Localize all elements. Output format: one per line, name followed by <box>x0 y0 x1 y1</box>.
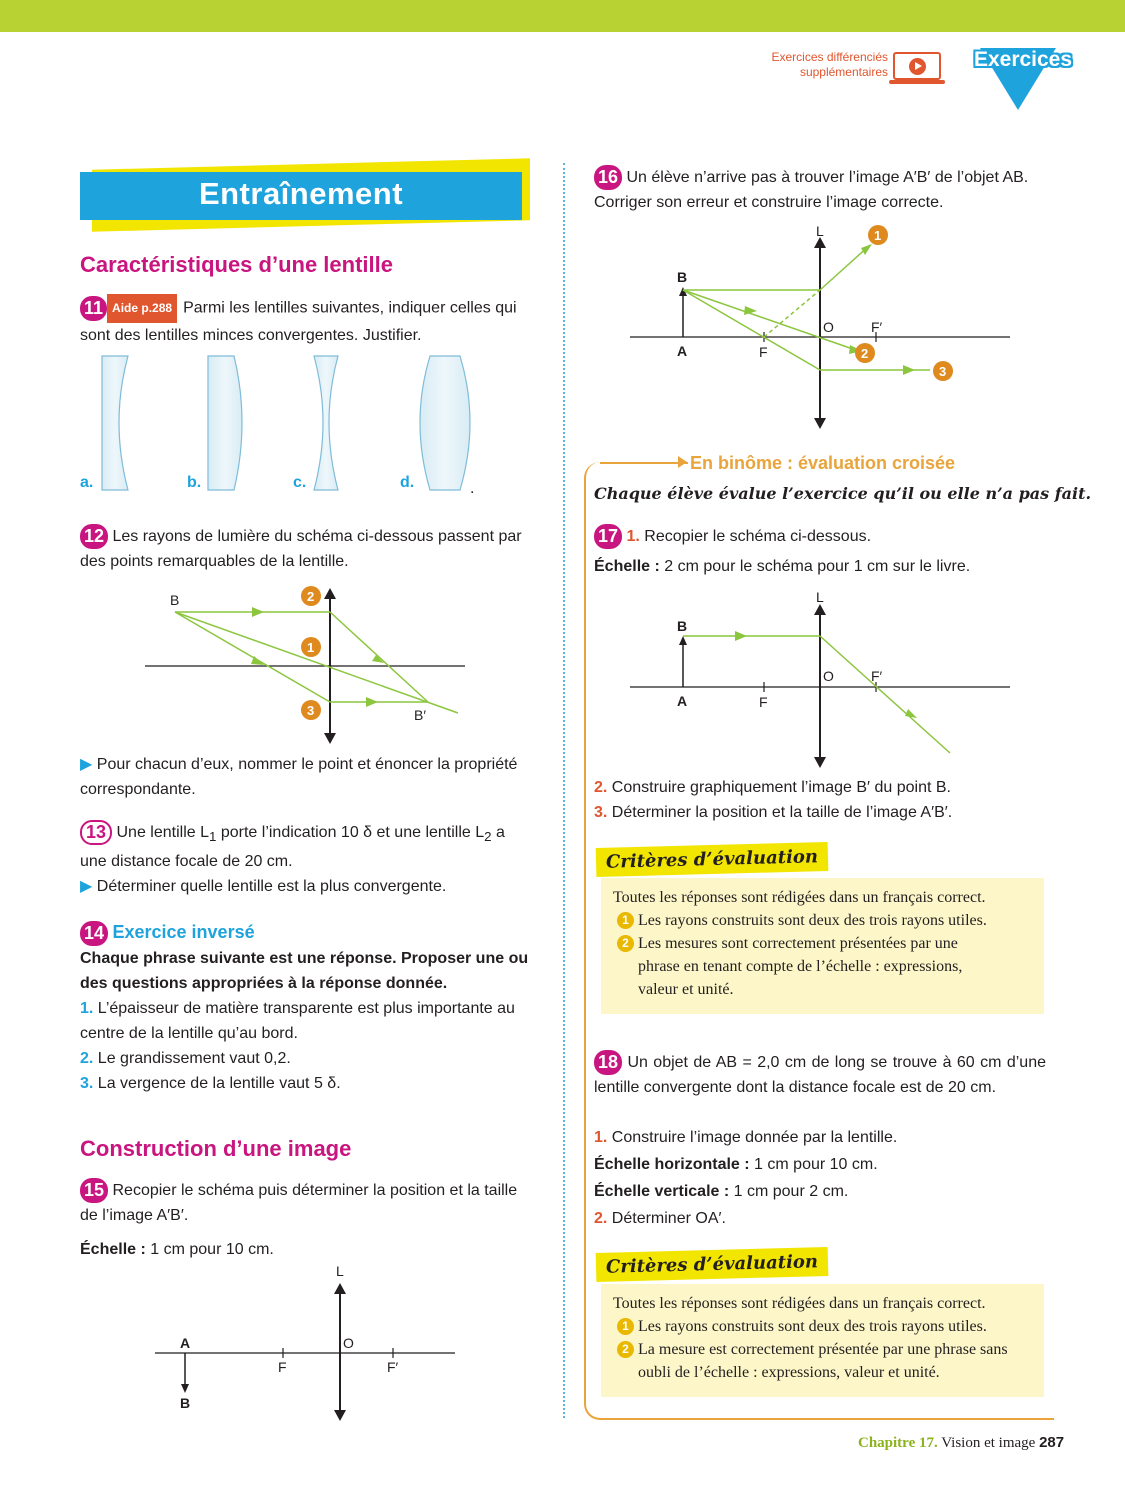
lens-label-a: a. <box>80 474 94 491</box>
criteria-1-num-2: 2 <box>617 935 634 952</box>
ex18-q2-text: Déterminer OA′. <box>611 1210 726 1227</box>
lens-b <box>208 356 242 490</box>
footer-title: Vision et image <box>941 1435 1036 1451</box>
criteria-1-box <box>601 878 1044 1014</box>
page-footer <box>858 1434 1064 1452</box>
video-screen-icon[interactable] <box>893 52 941 80</box>
criteria-1-num-1: 1 <box>617 912 634 929</box>
exercise-number-15: 15 <box>80 1178 108 1203</box>
exercise-15-text: Recopier le schéma puis déterminer la position et la taille de l’image A′B′. <box>80 1182 518 1225</box>
lens-shapes <box>80 350 550 500</box>
d15-label-a: A <box>180 1335 191 1351</box>
d15-label-fprime: F′ <box>387 1359 399 1375</box>
exercise-16-text: Un élève n’arrive pas à trouver l’image A′B′ de l’objet AB. Corriger son erreur et construire l’image correcte. <box>594 169 1029 212</box>
d17-label-fprime: F′ <box>871 668 883 684</box>
exercise-14-intro: Chaque phrase suivante est une réponse. Proposer une ou des questions appropriées à la réponse donnée. <box>80 950 529 993</box>
ex14-item3-text: La vergence de la lentille vaut 5 δ. <box>97 1075 341 1093</box>
ex18-q2-num: 2. <box>594 1210 608 1227</box>
d16-label-a: A <box>677 343 688 359</box>
criteria-2-num-2: 2 <box>617 1341 634 1358</box>
lens-label-b: b. <box>187 474 202 491</box>
diagram-12-label-bprime: B′ <box>414 707 426 723</box>
binome-arrow-line <box>600 462 688 464</box>
d17-label-a: A <box>677 693 688 709</box>
ex17-q2-text: Construire graphiquement l’image B′ du point B. <box>611 779 951 796</box>
exercise-12-instruction-text: Pour chacun d’eux, nommer le point et énoncer la propriété correspondante. <box>80 756 518 798</box>
d15-label-l: L <box>336 1263 344 1279</box>
criteria-2-text-1: Les rayons construits sont deux des trois rayons utiles. <box>638 1318 987 1335</box>
ex13-text-c: a une distance focale de 20 cm. <box>80 824 505 871</box>
criteria-1-title: Critères d’évaluation <box>596 842 829 877</box>
ex14-item1-text: L’épaisseur de matière transparente est plus importante au centre de la lentille qu’au bord. <box>80 1000 515 1043</box>
criteria-2-title: Critères d’évaluation <box>596 1247 829 1282</box>
criteria-2-text-2: La mesure est correctement présentée par une phrase sans oubli de l’échelle : expressions, valeur et unité. <box>638 1341 1008 1381</box>
lens-label-c: c. <box>293 474 307 491</box>
exercise-number-11: 11 <box>80 296 107 321</box>
ex17-scale-label: Échelle : <box>594 558 660 575</box>
ex18-q1-num: 1. <box>594 1129 608 1146</box>
d17-label-l: L <box>816 589 824 605</box>
exercise-15 <box>80 1178 532 1228</box>
exercise-number-18: 18 <box>594 1050 622 1075</box>
lens-c <box>314 356 338 490</box>
criteria-1-item-1 <box>613 909 1032 932</box>
exercise-number-12: 12 <box>80 524 108 549</box>
exercise-15-scale <box>80 1237 274 1262</box>
diagram-12-label-b: B <box>170 592 180 608</box>
ex13-text-a: Une lentille L <box>116 824 209 841</box>
exercise-12-instruction: ▶ Pour chacun d’eux, nommer le point et énoncer la propriété correspondante. <box>80 756 518 798</box>
exercise-12-text: Les rayons de lumière du schéma ci-dessous passent par des points remarquables de la lentille. <box>80 528 522 571</box>
criteria-1-item-2 <box>613 932 1032 1001</box>
top-color-bar <box>0 0 1125 32</box>
diagram-12-num-2: 2 <box>307 589 315 604</box>
binome-subtitle: Chaque élève évalue l’exercice qu’il ou elle n’a pas fait. <box>594 484 1092 503</box>
d16-label-o: O <box>823 319 834 335</box>
ex14-item2-num: 2. <box>80 1050 94 1068</box>
d16-label-fprime: F′ <box>871 319 883 335</box>
d15-label-b: B <box>180 1395 191 1411</box>
exercise-17-scale <box>594 554 970 579</box>
exercise-number-17: 17 <box>594 524 622 549</box>
binome-title: En binôme : évaluation croisée <box>690 453 956 473</box>
ex13-instruction: Déterminer quelle lentille est la plus convergente. <box>96 878 447 896</box>
ex13-sub-1: 1 <box>208 829 217 845</box>
exercise-18-questions <box>594 1124 1046 1232</box>
criteria-2-intro: Toutes les réponses sont rédigées dans un français correct. <box>613 1295 986 1312</box>
d16-label-f: F <box>759 344 768 360</box>
d16-num-3: 3 <box>939 364 947 379</box>
criteria-2-item-1 <box>613 1315 1032 1338</box>
ex15-scale-value: 1 cm pour 10 cm. <box>150 1241 274 1258</box>
criteria-2-item-2 <box>613 1338 1032 1384</box>
ex13-sub-2: 2 <box>484 829 492 845</box>
d17-label-f: F <box>759 694 768 710</box>
diagram-17 <box>625 585 1025 775</box>
ex14-item1-num: 1. <box>80 1000 94 1018</box>
binome-arrow-icon <box>678 456 687 468</box>
criteria-1-text-2: Les mesures sont correctement présentées par une phrase en tenant compte de l’échelle : expressions, valeur et unité. <box>638 935 963 998</box>
exercise-number-16: 16 <box>594 165 622 190</box>
ex17-q3-num: 3. <box>594 804 608 821</box>
banner-title: Entraînement <box>198 176 404 211</box>
ex13-text-b: porte l’indication 10 δ et une lentille L <box>216 824 485 841</box>
exercise-number-14: 14 <box>80 921 108 946</box>
criteria-2-box <box>601 1284 1044 1397</box>
ex17-q3-text: Déterminer la position et la taille de l’image A′B′. <box>611 804 953 821</box>
diagram-12-num-3: 3 <box>307 703 315 718</box>
help-link[interactable]: Aide p.288 <box>107 294 177 323</box>
d16-num-1: 1 <box>874 228 882 243</box>
diagram-12-num-1: 1 <box>307 640 315 655</box>
criteria-1-intro: Toutes les réponses sont rédigées dans un français correct. <box>613 889 986 906</box>
d15-label-f: F <box>278 1359 287 1375</box>
d16-label-b: B <box>677 269 688 285</box>
diagram-12 <box>140 585 480 750</box>
lens-trailing-dot: . <box>470 480 475 497</box>
lens-a <box>102 356 128 490</box>
exercise-18-text: Un objet de AB = 2,0 cm de long se trouve à 60 cm d’une lentille convergente dont la distance focale est de 20 cm. <box>594 1054 1046 1097</box>
column-divider <box>563 163 565 1418</box>
ex18-q1-text: Construire l’image donnée par la lentille. <box>611 1129 898 1146</box>
extra-exercises-label[interactable]: Exercices différenciés supplémentaires <box>771 50 888 79</box>
ex18-vscale-label: Échelle verticale : <box>594 1183 730 1200</box>
exercise-18 <box>594 1050 1046 1100</box>
section-title-construction: Construction d’une image <box>80 1136 352 1161</box>
exercise-12 <box>80 524 532 574</box>
ex15-scale-label: Échelle : <box>80 1241 146 1258</box>
d17-label-b: B <box>677 618 688 634</box>
ex14-item2-text: Le grandissement vaut 0,2. <box>97 1050 291 1068</box>
ex18-vscale-value: 1 cm pour 2 cm. <box>733 1183 849 1200</box>
exercise-number-13: 13 <box>80 820 112 845</box>
lens-d <box>420 356 470 490</box>
diagram-15 <box>150 1262 470 1427</box>
exercises-tab-label: Exercices <box>973 48 1073 71</box>
page-number: 287 <box>1039 1434 1065 1451</box>
exercise-14 <box>80 920 532 1096</box>
criteria-1-text-1: Les rayons construits sont deux des trois rayons utiles. <box>638 912 987 929</box>
exercise-11 <box>80 294 532 348</box>
ex14-item3-num: 3. <box>80 1075 94 1093</box>
ex17-q1-num: 1. <box>626 528 640 545</box>
ex17-scale-value: 2 cm pour le schéma pour 1 cm sur le livre. <box>664 558 971 575</box>
exercise-17 <box>594 524 1046 549</box>
exercise-17-questions <box>594 775 1046 825</box>
d15-label-o: O <box>343 1335 354 1351</box>
exercise-16 <box>594 165 1046 215</box>
exercise-11-text: Parmi les lentilles suivantes, indiquer celles qui sont des lentilles minces convergentes. Justifier. <box>80 299 517 344</box>
ex18-hscale-label: Échelle horizontale : <box>594 1156 750 1173</box>
exercise-14-title: Exercice inversé <box>112 922 255 942</box>
section-title-lens: Caractéristiques d’une lentille <box>80 252 393 277</box>
d16-num-2: 2 <box>861 346 869 361</box>
ex17-q2-num: 2. <box>594 779 608 796</box>
d17-label-o: O <box>823 668 834 684</box>
lens-label-d: d. <box>400 474 415 491</box>
diagram-16 <box>625 220 1025 435</box>
d16-label-l: L <box>816 223 824 239</box>
ex17-q1-text: Recopier le schéma ci-dessous. <box>644 528 872 545</box>
footer-chapter: Chapitre 17. <box>858 1435 938 1451</box>
exercise-13: 13 Une lentille $L_1$ porte l’indication 10 δ et une lentille $L_2$ a une distance focale de 20 cm. ▶ Déterminer quelle lentille est la plus convergente. <box>80 822 505 896</box>
criteria-2-num-1: 1 <box>617 1318 634 1335</box>
ex18-hscale-value: 1 cm pour 10 cm. <box>754 1156 878 1173</box>
